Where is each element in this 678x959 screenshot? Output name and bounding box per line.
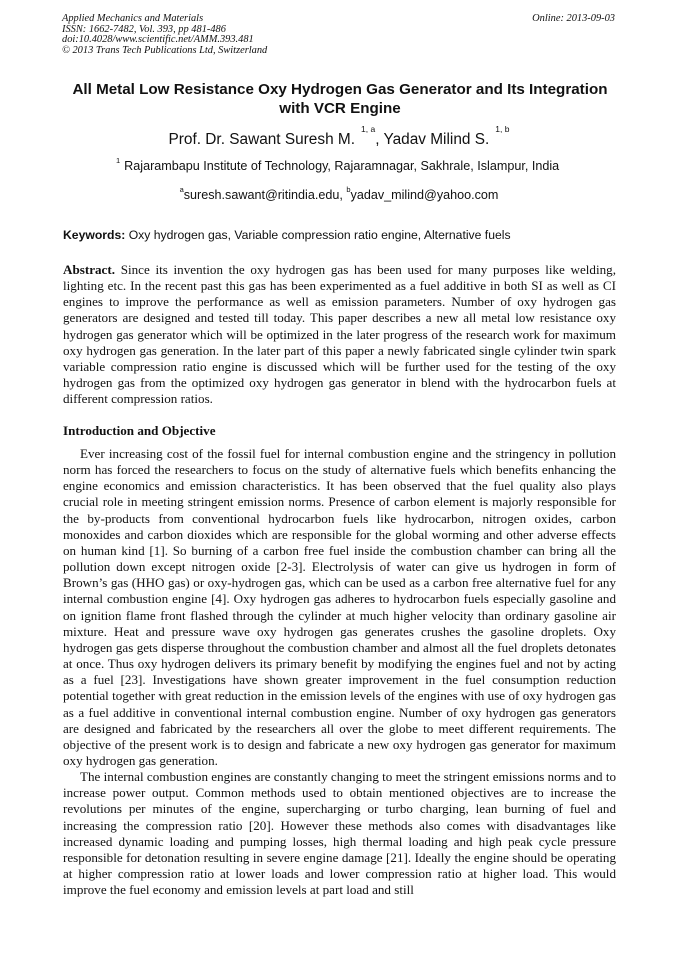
paper-title: All Metal Low Resistance Oxy Hydrogen Gas Generator and Its Integration with VCR Engine (72, 81, 608, 117)
author-name: Prof. Dr. Sawant Suresh M. (168, 131, 355, 148)
author-superscript: 1, b (495, 124, 510, 134)
affiliation-text: Rajarambapu Institute of Technology, Rajaramnagar, Sakhrale, Islampur, India (124, 159, 560, 173)
journal-doi: doi:10.4028/www.scientific.net/AMM.393.481 (62, 34, 254, 46)
keywords (63, 227, 511, 243)
section-body (63, 446, 616, 898)
keywords-label: Keywords: (63, 228, 126, 242)
affiliation-superscript: 1 (116, 156, 121, 165)
paragraph: Ever increasing cost of the fossil fuel for internal combustion engine and the stringency in pollution norm has forced the researchers to focus on the study of alternative fuels which benefits enhancing the engine economics and emission characteristics. It has been observed that the fuel quality also plays crucial role in meeting stringent emission norms. Presence of carbon element is majorly responsible for the by-products from conventional hydrocarbon fuels like hydrocarbon, nitrogen oxides, carbon monoxides and carbon dioxides which are responsible for the global worming and other adverse effects on human kind [1]. So burning of a carbon free fuel inside the combustion chamber can bring all the pollution down except nitrogen oxide [2-3]. Electrolysis of water can give us hydrogen in form of Brown’s gas (HHO gas) or oxy-hydrogen gas, which can be used as a carbon free alternative fuel for any internal combustion engine [4]. Oxy hydrogen gas adheres to hydrocarbon fuels especially gasoline and on ignition flame front flashed through the cylinder at much higher velocity than ordinary gasoline air mixture. Heat and pressure wave oxy hydrogen gas generates crushes the gasoline droplets. Oxy hydrogen gas gets disperse throughout the combustion chamber and almost all the fuel droplets detonates at once. Thus oxy hydrogen delivers its primary benefit by modifying the engines fuel and not by acting as a fuel [23]. Investigations have shown greater improvement in the fuel consumption reduction potential together with great reduction in the emission levels of the engines with use of oxy hydrogen gas as a fuel additive in conventional internal combustion engine. Number of oxy hydrogen gas generators are designed and fabricated by the researchers all over the globe to meet different requirements. The objective of the present work is to design and fabricate a new oxy hydrogen gas generator for maximum oxy hydrogen gas generation. (63, 446, 616, 768)
affiliation (116, 158, 559, 176)
email-separator: , (339, 188, 347, 202)
abstract (63, 262, 616, 407)
section-heading: Introduction and Objective (63, 423, 216, 438)
email-list (0, 187, 678, 205)
email-address[interactable]: yadav_milind@yahoo.com (350, 188, 499, 202)
email-address[interactable]: suresh.sawant@ritindia.edu (183, 188, 340, 202)
journal-copyright: © 2013 Trans Tech Publications Ltd, Switzerland (62, 44, 268, 56)
author-name: Yadav Milind S. (383, 131, 490, 148)
journal-info (62, 14, 267, 56)
abstract-label: Abstract. (63, 262, 115, 277)
author-superscript: 1, a (361, 124, 376, 134)
email-superscript: a (179, 185, 184, 194)
author-list (0, 124, 678, 153)
online-date: Online: 2013-09-03 (532, 13, 615, 24)
author-separator: , (375, 131, 384, 148)
email-superscript: b (346, 185, 351, 194)
abstract-text: Since its invention the oxy hydrogen gas has been used for many purposes like welding, lighting etc. In the recent past this gas has been experimented as a fuel additive in both SI as well as CI engines to improve the performance as well as emission parameters. Number of oxy hydrogen gas generators are designed and tested till today. This paper describes a new all metal low resistance oxy hydrogen gas generator which will be optimized in the later progress of the research work for maximum oxy hydrogen gas generation. In the later part of this paper a newly fabricated single cylinder twin spark variable compression ratio engine is discussed which will be further used for the testing of the oxy hydrogen gas from the optimized oxy hydrogen gas generator in blend with the hydrocarbon fuels at different compression ratios. (63, 262, 616, 407)
keywords-text: Oxy hydrogen gas, Variable compression ratio engine, Alternative fuels (125, 228, 511, 242)
paragraph: The internal combustion engines are constantly changing to meet the stringent emissions norms and to increase power output. Common methods used to obtain mentioned objectives are to increase the revolutions per minutes of the engine, supercharging or turbo charging, lean burning of fuel and increasing the compression ratio [20]. However these methods also comes with disadvantages like increased dynamic loading and pumping losses, high thermal loading and high peak cycle pressure responsible for detonation resulting in severe engine damage [21]. Ideally the engine should be operating at higher compression ratio at lower loads and lower compression ratio at higher load. This would improve the fuel economy and emission levels at part load and still (63, 769, 616, 898)
journal-issn: ISSN: 1662-7482, Vol. 393, pp 481-486 (62, 23, 226, 35)
journal-name: Applied Mechanics and Materials (62, 13, 204, 24)
